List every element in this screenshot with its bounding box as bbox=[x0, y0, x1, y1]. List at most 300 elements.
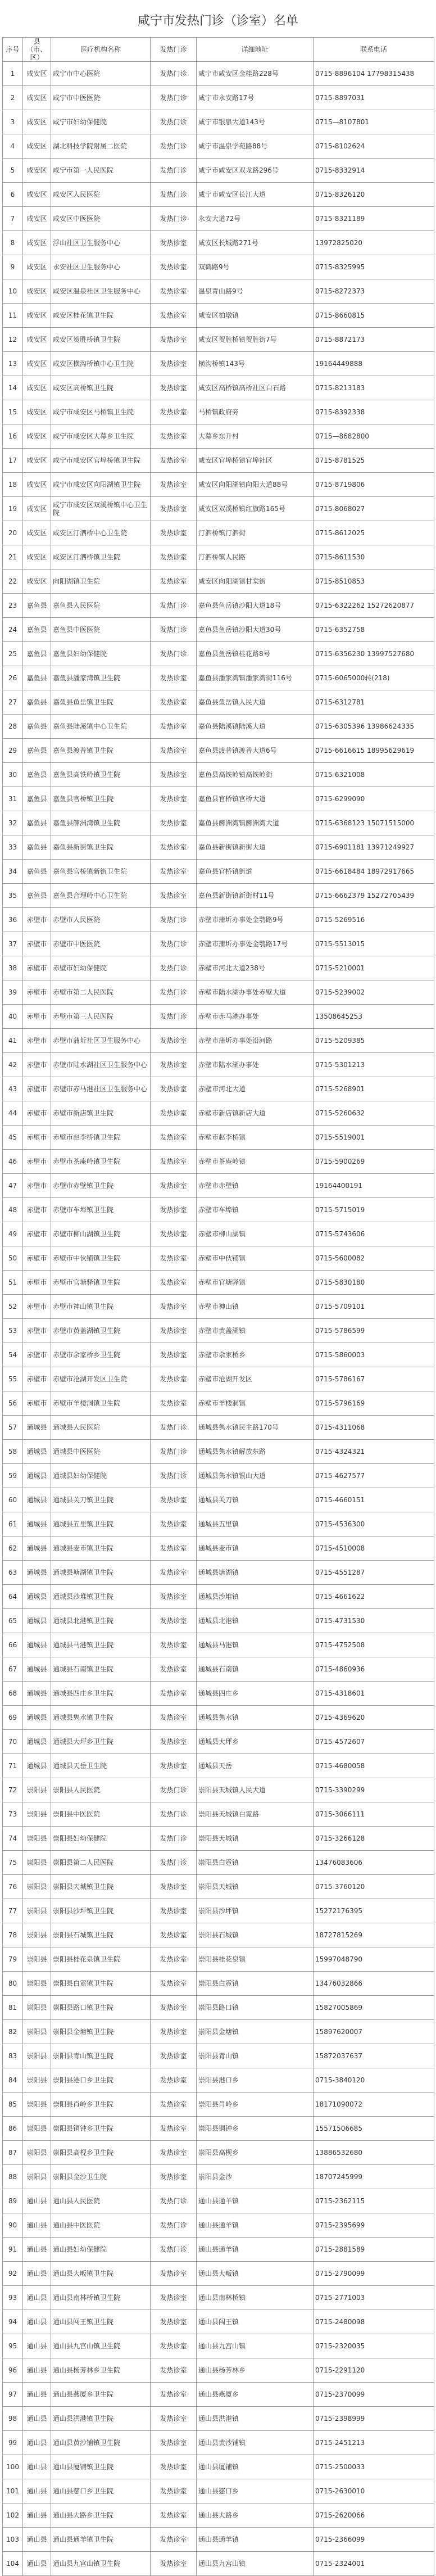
cell-address: 通城县隽水镇民主路170号 bbox=[197, 1416, 314, 1440]
cell-phone: 0715-2362115 bbox=[314, 2189, 434, 2213]
cell-phone: 0715-6368123 15071515000 bbox=[314, 811, 434, 835]
cell-address: 通山县燕厦乡 bbox=[197, 2383, 314, 2407]
table-row bbox=[3, 279, 434, 304]
cell-county: 崇阳县 bbox=[23, 2068, 51, 2093]
table-row bbox=[3, 1730, 434, 1754]
cell-county: 嘉鱼县 bbox=[23, 666, 51, 690]
cell-clinic-type: 发热门诊 bbox=[151, 1851, 197, 1875]
cell-address: 嘉鱼县鱼岳镇桂花路8号 bbox=[197, 642, 314, 666]
cell-index: 95 bbox=[3, 2334, 23, 2358]
cell-index: 103 bbox=[3, 2528, 23, 2552]
cell-clinic-type: 发热诊室 bbox=[151, 1561, 197, 1585]
cell-institution: 通山县九宫山镇卫生院 bbox=[51, 2552, 151, 2576]
cell-address: 咸宁市永安路17号 bbox=[197, 86, 314, 110]
cell-address: 赤壁市赤马港办事处 bbox=[197, 1005, 314, 1029]
table-row bbox=[3, 110, 434, 134]
cell-institution: 通城县塘湖镇卫生院 bbox=[51, 1561, 151, 1585]
cell-county: 赤壁市 bbox=[23, 1005, 51, 1029]
cell-phone: 0715-6322262 15272620877 bbox=[314, 594, 434, 618]
cell-address: 崇阳县铜钟乡 bbox=[197, 2117, 314, 2141]
cell-institution: 赤壁市人民医院 bbox=[51, 908, 151, 932]
cell-phone: 0715-4661622 bbox=[314, 1585, 434, 1609]
cell-clinic-type: 发热诊室 bbox=[151, 1923, 197, 1947]
cell-county: 嘉鱼县 bbox=[23, 835, 51, 860]
cell-county: 崇阳县 bbox=[23, 1875, 51, 1899]
cell-phone: 0715-2480098 bbox=[314, 2310, 434, 2334]
cell-phone: 0715-3840120 bbox=[314, 2068, 434, 2093]
cell-address: 赤壁市陆水湖办事处赤壁大道 bbox=[197, 980, 314, 1005]
cell-index: 28 bbox=[3, 715, 23, 739]
cell-index: 21 bbox=[3, 545, 23, 570]
cell-index: 58 bbox=[3, 1440, 23, 1464]
cell-county: 咸安区 bbox=[23, 521, 51, 545]
cell-clinic-type: 发热诊室 bbox=[151, 2431, 197, 2455]
cell-index: 67 bbox=[3, 1657, 23, 1682]
cell-institution: 崇阳县中医医院 bbox=[51, 1802, 151, 1827]
cell-institution: 咸宁市咸安区向阳湖镇卫生院 bbox=[51, 473, 151, 497]
cell-clinic-type: 发热门诊 bbox=[151, 86, 197, 110]
table-row bbox=[3, 1536, 434, 1561]
cell-phone: 0715-5715019 bbox=[314, 1198, 434, 1222]
cell-phone: 13508645253 bbox=[314, 1005, 434, 1029]
cell-clinic-type: 发热门诊 bbox=[151, 2238, 197, 2262]
cell-address: 崇阳县天城镇 bbox=[197, 1827, 314, 1851]
cell-address: 崇阳县高枧乡 bbox=[197, 2141, 314, 2165]
cell-clinic-type: 发热诊室 bbox=[151, 884, 197, 908]
cell-county: 嘉鱼县 bbox=[23, 811, 51, 835]
cell-clinic-type: 发热诊室 bbox=[151, 1101, 197, 1126]
cell-phone: 0715-5709101 bbox=[314, 1295, 434, 1319]
cell-county: 通山县 bbox=[23, 2286, 51, 2310]
cell-phone: 0715-2630010 bbox=[314, 2479, 434, 2503]
cell-address: 通山县黄沙铺镇 bbox=[197, 2431, 314, 2455]
cell-county: 赤壁市 bbox=[23, 908, 51, 932]
cell-clinic-type: 发热诊室 bbox=[151, 304, 197, 328]
cell-clinic-type: 发热门诊 bbox=[151, 1005, 197, 1029]
cell-address: 崇阳县港口乡 bbox=[197, 2068, 314, 2093]
cell-institution: 咸安区温泉社区卫生服务中心 bbox=[51, 279, 151, 304]
cell-index: 80 bbox=[3, 1972, 23, 1996]
cell-index: 34 bbox=[3, 860, 23, 884]
cell-index: 45 bbox=[3, 1126, 23, 1150]
cell-clinic-type: 发热门诊 bbox=[151, 1464, 197, 1488]
cell-clinic-type: 发热门诊 bbox=[151, 594, 197, 618]
cell-county: 崇阳县 bbox=[23, 2044, 51, 2068]
cell-county: 咸安区 bbox=[23, 449, 51, 473]
cell-clinic-type: 发热诊室 bbox=[151, 2044, 197, 2068]
cell-address: 嘉鱼县渡普镇渡普大道6号 bbox=[197, 739, 314, 763]
cell-address: 嘉鱼县新街镇新街大道 bbox=[197, 835, 314, 860]
cell-county: 通山县 bbox=[23, 2552, 51, 2576]
cell-clinic-type: 发热诊室 bbox=[151, 763, 197, 787]
cell-county: 崇阳县 bbox=[23, 1923, 51, 1947]
cell-institution: 通山县妇幼保健院 bbox=[51, 2238, 151, 2262]
cell-index: 73 bbox=[3, 1802, 23, 1827]
cell-address: 通城县塘湖镇 bbox=[197, 1561, 314, 1585]
cell-institution: 赤壁市第二人民医院 bbox=[51, 980, 151, 1005]
cell-county: 通城县 bbox=[23, 1657, 51, 1682]
cell-clinic-type: 发热诊室 bbox=[151, 1682, 197, 1706]
cell-institution: 咸安区人民医院 bbox=[51, 183, 151, 207]
cell-clinic-type: 发热诊室 bbox=[151, 1150, 197, 1174]
cell-address: 汀泗桥镇汀泗街 bbox=[197, 521, 314, 545]
cell-institution: 崇阳县高枧乡卫生院 bbox=[51, 2141, 151, 2165]
cell-index: 92 bbox=[3, 2262, 23, 2286]
cell-index: 75 bbox=[3, 1851, 23, 1875]
cell-clinic-type: 发热诊室 bbox=[151, 1754, 197, 1778]
cell-phone: 18707245999 bbox=[314, 2165, 434, 2189]
cell-index: 70 bbox=[3, 1730, 23, 1754]
cell-county: 咸安区 bbox=[23, 86, 51, 110]
cell-institution: 嘉鱼县官桥镇新街卫生院 bbox=[51, 860, 151, 884]
clinic-table bbox=[2, 37, 434, 2576]
cell-county: 咸安区 bbox=[23, 62, 51, 86]
header-address: 详细地址 bbox=[197, 38, 314, 62]
cell-clinic-type: 发热诊室 bbox=[151, 2117, 197, 2141]
cell-county: 通城县 bbox=[23, 1416, 51, 1440]
table-row bbox=[3, 763, 434, 787]
cell-phone: 0715-8068027 bbox=[314, 497, 434, 521]
cell-address: 崇阳县桂花泉镇 bbox=[197, 1947, 314, 1972]
cell-institution: 嘉鱼县新街镇卫生院 bbox=[51, 835, 151, 860]
cell-index: 38 bbox=[3, 956, 23, 980]
cell-phone: 19164449888 bbox=[314, 352, 434, 376]
cell-address: 通山县通羊镇 bbox=[197, 2213, 314, 2238]
cell-index: 74 bbox=[3, 1827, 23, 1851]
table-row bbox=[3, 2479, 434, 2503]
cell-address: 通山县南林桥镇 bbox=[197, 2286, 314, 2310]
cell-index: 100 bbox=[3, 2455, 23, 2479]
cell-address: 咸安区向阳湖镇甘棠街 bbox=[197, 570, 314, 594]
table-row bbox=[3, 666, 434, 690]
cell-index: 88 bbox=[3, 2165, 23, 2189]
cell-clinic-type: 发热诊室 bbox=[151, 1609, 197, 1633]
cell-phone: 0715-5860003 bbox=[314, 1343, 434, 1367]
cell-index: 93 bbox=[3, 2286, 23, 2310]
cell-index: 27 bbox=[3, 690, 23, 715]
table-row bbox=[3, 2310, 434, 2334]
table-row bbox=[3, 2165, 434, 2189]
cell-county: 咸安区 bbox=[23, 376, 51, 400]
cell-address: 横沟桥镇143号 bbox=[197, 352, 314, 376]
table-row bbox=[3, 932, 434, 956]
cell-address: 赤壁市蒲圻办事处金鹗路9号 bbox=[197, 908, 314, 932]
table-row bbox=[3, 2044, 434, 2068]
cell-clinic-type: 发热诊室 bbox=[151, 2358, 197, 2383]
cell-institution: 通城县大坪乡卫生院 bbox=[51, 1730, 151, 1754]
cell-phone: 0715-8611530 bbox=[314, 545, 434, 570]
cell-clinic-type: 发热诊室 bbox=[151, 376, 197, 400]
cell-institution: 通城县关刀镇卫生院 bbox=[51, 1488, 151, 1512]
cell-phone: 0715-4660151 bbox=[314, 1488, 434, 1512]
cell-clinic-type: 发热门诊 bbox=[151, 908, 197, 932]
cell-institution: 通山县杨芳林乡卫生院 bbox=[51, 2358, 151, 2383]
cell-index: 68 bbox=[3, 1682, 23, 1706]
cell-index: 86 bbox=[3, 2117, 23, 2141]
cell-index: 50 bbox=[3, 1246, 23, 1271]
cell-index: 99 bbox=[3, 2431, 23, 2455]
cell-address: 永安大道72号 bbox=[197, 207, 314, 231]
cell-index: 37 bbox=[3, 932, 23, 956]
cell-index: 42 bbox=[3, 1053, 23, 1077]
cell-phone: 0715-2370099 bbox=[314, 2383, 434, 2407]
cell-address: 咸安区高桥镇高桥社区白石路 bbox=[197, 376, 314, 400]
cell-index: 52 bbox=[3, 1295, 23, 1319]
table-row bbox=[3, 304, 434, 328]
cell-address: 咸宁市银泉大道143号 bbox=[197, 110, 314, 134]
cell-county: 嘉鱼县 bbox=[23, 739, 51, 763]
cell-address: 通山县九宫山镇 bbox=[197, 2552, 314, 2576]
cell-phone: 0715-3066111 bbox=[314, 1802, 434, 1827]
cell-county: 崇阳县 bbox=[23, 1778, 51, 1802]
cell-phone: 0715-6305396 13986624335 bbox=[314, 715, 434, 739]
cell-phone: 15272176395 bbox=[314, 1899, 434, 1923]
cell-institution: 通山县黄沙铺镇卫生院 bbox=[51, 2431, 151, 2455]
cell-index: 12 bbox=[3, 328, 23, 352]
cell-address: 通城县隽水镇银山大道 bbox=[197, 1464, 314, 1488]
header-institution: 医疗机构名称 bbox=[51, 38, 151, 62]
cell-clinic-type: 发热诊室 bbox=[151, 2068, 197, 2093]
cell-address: 通城县沙堆镇 bbox=[197, 1585, 314, 1609]
cell-clinic-type: 发热诊室 bbox=[151, 860, 197, 884]
cell-county: 通城县 bbox=[23, 1464, 51, 1488]
table-row bbox=[3, 1174, 434, 1198]
cell-phone: 15827005869 bbox=[314, 1996, 434, 2020]
cell-institution: 崇阳县石城镇卫生院 bbox=[51, 1923, 151, 1947]
cell-address: 马桥镇政府旁 bbox=[197, 400, 314, 424]
cell-county: 通山县 bbox=[23, 2479, 51, 2503]
cell-address: 通山县大畈镇 bbox=[197, 2262, 314, 2286]
cell-county: 崇阳县 bbox=[23, 1827, 51, 1851]
cell-address: 咸安区柏墩镇 bbox=[197, 304, 314, 328]
cell-institution: 赤壁市赤马港社区卫生服务中心 bbox=[51, 1077, 151, 1101]
cell-address: 大幕乡东升村 bbox=[197, 424, 314, 449]
cell-clinic-type: 发热诊室 bbox=[151, 715, 197, 739]
cell-county: 赤壁市 bbox=[23, 1391, 51, 1416]
cell-phone: 0715-8510853 bbox=[314, 570, 434, 594]
cell-address: 赤壁市赵李桥镇 bbox=[197, 1126, 314, 1150]
cell-county: 咸安区 bbox=[23, 304, 51, 328]
cell-phone: 0715-8325995 bbox=[314, 255, 434, 279]
cell-address: 赤壁市蒲圻办事处沿河路 bbox=[197, 1029, 314, 1053]
table-row bbox=[3, 1343, 434, 1367]
table-row bbox=[3, 1271, 434, 1295]
cell-phone: 0715-8781525 bbox=[314, 449, 434, 473]
cell-clinic-type: 发热诊室 bbox=[151, 1126, 197, 1150]
cell-phone: 0715-2291120 bbox=[314, 2358, 434, 2383]
cell-phone: 13476032866 bbox=[314, 1972, 434, 1996]
cell-institution: 通山县人民医院 bbox=[51, 2189, 151, 2213]
cell-institution: 通城县北港镇卫生院 bbox=[51, 1609, 151, 1633]
cell-institution: 崇阳县白霓镇卫生院 bbox=[51, 1972, 151, 1996]
cell-county: 通山县 bbox=[23, 2189, 51, 2213]
cell-address: 嘉鱼县官桥镇官桥大道 bbox=[197, 787, 314, 811]
cell-index: 59 bbox=[3, 1464, 23, 1488]
cell-index: 102 bbox=[3, 2503, 23, 2528]
cell-county: 嘉鱼县 bbox=[23, 690, 51, 715]
cell-clinic-type: 发热诊室 bbox=[151, 787, 197, 811]
cell-index: 4 bbox=[3, 134, 23, 159]
cell-institution: 赤壁市中伙铺镇卫生院 bbox=[51, 1246, 151, 1271]
table-row bbox=[3, 2068, 434, 2093]
table-row bbox=[3, 1053, 434, 1077]
cell-address: 崇阳县金塘镇 bbox=[197, 2020, 314, 2044]
table-row bbox=[3, 1778, 434, 1802]
cell-address: 崇阳县天城镇白霓路 bbox=[197, 1802, 314, 1827]
table-row bbox=[3, 884, 434, 908]
header-phone: 联系电话 bbox=[314, 38, 434, 62]
table-row bbox=[3, 2383, 434, 2407]
cell-institution: 崇阳县桂花泉镇卫生院 bbox=[51, 1947, 151, 1972]
cell-clinic-type: 发热门诊 bbox=[151, 980, 197, 1005]
table-row bbox=[3, 1585, 434, 1609]
cell-index: 65 bbox=[3, 1609, 23, 1633]
cell-index: 22 bbox=[3, 570, 23, 594]
cell-clinic-type: 发热诊室 bbox=[151, 1077, 197, 1101]
cell-clinic-type: 发热诊室 bbox=[151, 1295, 197, 1319]
cell-institution: 通山县闯王镇卫生院 bbox=[51, 2310, 151, 2334]
cell-address: 通城县大坪乡 bbox=[197, 1730, 314, 1754]
cell-phone: 0715-4536300 bbox=[314, 1512, 434, 1536]
cell-clinic-type: 发热门诊 bbox=[151, 1778, 197, 1802]
cell-institution: 赤壁市官塘驿镇卫生院 bbox=[51, 1271, 151, 1295]
cell-address: 通城县马港镇 bbox=[197, 1633, 314, 1657]
table-row bbox=[3, 2020, 434, 2044]
cell-institution: 嘉鱼县鱼岳镇卫生院 bbox=[51, 690, 151, 715]
cell-address: 崇阳县白霓镇 bbox=[197, 1972, 314, 1996]
cell-clinic-type: 发热门诊 bbox=[151, 62, 197, 86]
cell-address: 汀泗桥镇人民路 bbox=[197, 545, 314, 570]
cell-county: 崇阳县 bbox=[23, 1899, 51, 1923]
cell-county: 通山县 bbox=[23, 2310, 51, 2334]
cell-county: 赤壁市 bbox=[23, 1295, 51, 1319]
cell-county: 通山县 bbox=[23, 2238, 51, 2262]
cell-clinic-type: 发热诊室 bbox=[151, 1198, 197, 1222]
table-row bbox=[3, 1923, 434, 1947]
cell-phone: 0715-8102624 bbox=[314, 134, 434, 159]
cell-index: 6 bbox=[3, 183, 23, 207]
cell-index: 25 bbox=[3, 642, 23, 666]
table-row bbox=[3, 2528, 434, 2552]
cell-clinic-type: 发热诊室 bbox=[151, 449, 197, 473]
cell-institution: 崇阳县沙坪镇卫生院 bbox=[51, 1899, 151, 1923]
cell-address: 赤壁市河北大道238号 bbox=[197, 956, 314, 980]
cell-institution: 崇阳县第二人民医院 bbox=[51, 1851, 151, 1875]
cell-clinic-type: 发热门诊 bbox=[151, 1440, 197, 1464]
table-row bbox=[3, 231, 434, 255]
cell-institution: 向阳湖镇卫生院 bbox=[51, 570, 151, 594]
cell-address: 温泉青山路9号 bbox=[197, 279, 314, 304]
cell-institution: 浮山社区卫生服务中心 bbox=[51, 231, 151, 255]
cell-phone: 0715-4572607 bbox=[314, 1730, 434, 1754]
cell-institution: 嘉鱼县合理岭中心卫生院 bbox=[51, 884, 151, 908]
cell-index: 54 bbox=[3, 1343, 23, 1367]
cell-index: 89 bbox=[3, 2189, 23, 2213]
cell-phone: 0715-4551287 bbox=[314, 1561, 434, 1585]
cell-institution: 嘉鱼县陆溪镇中心卫生院 bbox=[51, 715, 151, 739]
cell-institution: 咸安区桂花镇卫生院 bbox=[51, 304, 151, 328]
cell-county: 崇阳县 bbox=[23, 1802, 51, 1827]
cell-county: 通城县 bbox=[23, 1488, 51, 1512]
cell-address: 通城县麦市镇 bbox=[197, 1536, 314, 1561]
cell-address: 通山县闯王镇 bbox=[197, 2310, 314, 2334]
cell-index: 60 bbox=[3, 1488, 23, 1512]
cell-institution: 通城县四庄乡卫生院 bbox=[51, 1682, 151, 1706]
cell-institution: 通山县燕厦乡卫生院 bbox=[51, 2383, 151, 2407]
cell-clinic-type: 发热诊室 bbox=[151, 1730, 197, 1754]
cell-county: 嘉鱼县 bbox=[23, 642, 51, 666]
cell-clinic-type: 发热诊室 bbox=[151, 1706, 197, 1730]
cell-county: 通城县 bbox=[23, 1682, 51, 1706]
cell-clinic-type: 发热诊室 bbox=[151, 1174, 197, 1198]
cell-address: 赤壁市羊楼洞镇 bbox=[197, 1391, 314, 1416]
cell-phone: 0715-6312781 bbox=[314, 690, 434, 715]
table-row bbox=[3, 1319, 434, 1343]
cell-institution: 崇阳县金塘镇卫生院 bbox=[51, 2020, 151, 2044]
cell-address: 双鹤路9号 bbox=[197, 255, 314, 279]
cell-index: 90 bbox=[3, 2213, 23, 2238]
table-row bbox=[3, 1827, 434, 1851]
cell-county: 咸安区 bbox=[23, 231, 51, 255]
table-row bbox=[3, 207, 434, 231]
cell-address: 通城县五里镇 bbox=[197, 1512, 314, 1536]
table-row bbox=[3, 449, 434, 473]
table-row bbox=[3, 1682, 434, 1706]
cell-index: 61 bbox=[3, 1512, 23, 1536]
cell-county: 通山县 bbox=[23, 2407, 51, 2431]
table-row bbox=[3, 497, 434, 521]
cell-phone: 0715-3760120 bbox=[314, 1875, 434, 1899]
cell-address: 咸宁市温泉学苑路88号 bbox=[197, 134, 314, 159]
table-row bbox=[3, 1029, 434, 1053]
cell-county: 嘉鱼县 bbox=[23, 715, 51, 739]
cell-clinic-type: 发热门诊 bbox=[151, 2189, 197, 2213]
cell-index: 46 bbox=[3, 1150, 23, 1174]
cell-clinic-type: 发热诊室 bbox=[151, 424, 197, 449]
cell-address: 赤壁市河北大道 bbox=[197, 1077, 314, 1101]
cell-phone: 0715-8660815 bbox=[314, 304, 434, 328]
cell-index: 79 bbox=[3, 1947, 23, 1972]
cell-address: 通山县九宫山镇 bbox=[197, 2334, 314, 2358]
cell-county: 通城县 bbox=[23, 1561, 51, 1585]
cell-phone: 0715-8612025 bbox=[314, 521, 434, 545]
cell-phone: 0715-8321189 bbox=[314, 207, 434, 231]
table-row bbox=[3, 1633, 434, 1657]
cell-phone: 0715-8213183 bbox=[314, 376, 434, 400]
cell-clinic-type: 发热诊室 bbox=[151, 2479, 197, 2503]
table-row bbox=[3, 1512, 434, 1536]
cell-institution: 赤壁市黄盖湖镇卫生院 bbox=[51, 1319, 151, 1343]
cell-phone: 0715-5269516 bbox=[314, 908, 434, 932]
cell-institution: 通城县隽水镇卫生院 bbox=[51, 1706, 151, 1730]
cell-address: 崇阳县沙坪镇 bbox=[197, 1899, 314, 1923]
table-row bbox=[3, 1996, 434, 2020]
cell-clinic-type: 发热诊室 bbox=[151, 2286, 197, 2310]
cell-phone: 0715-5268901 bbox=[314, 1077, 434, 1101]
cell-address: 赤壁市柳山湖镇 bbox=[197, 1222, 314, 1246]
cell-clinic-type: 发热诊室 bbox=[151, 521, 197, 545]
cell-county: 赤壁市 bbox=[23, 980, 51, 1005]
cell-phone: 0715-2395699 bbox=[314, 2213, 434, 2238]
table-row bbox=[3, 255, 434, 279]
cell-county: 崇阳县 bbox=[23, 2141, 51, 2165]
cell-address: 嘉鱼县簰洲湾镇簰洲湾大道 bbox=[197, 811, 314, 835]
cell-index: 1 bbox=[3, 62, 23, 86]
cell-address: 咸安区贺胜桥镇贺胜街7号 bbox=[197, 328, 314, 352]
cell-address: 崇阳县肖岭乡 bbox=[197, 2093, 314, 2117]
table-row bbox=[3, 2117, 434, 2141]
cell-phone: 0715-6299090 bbox=[314, 787, 434, 811]
